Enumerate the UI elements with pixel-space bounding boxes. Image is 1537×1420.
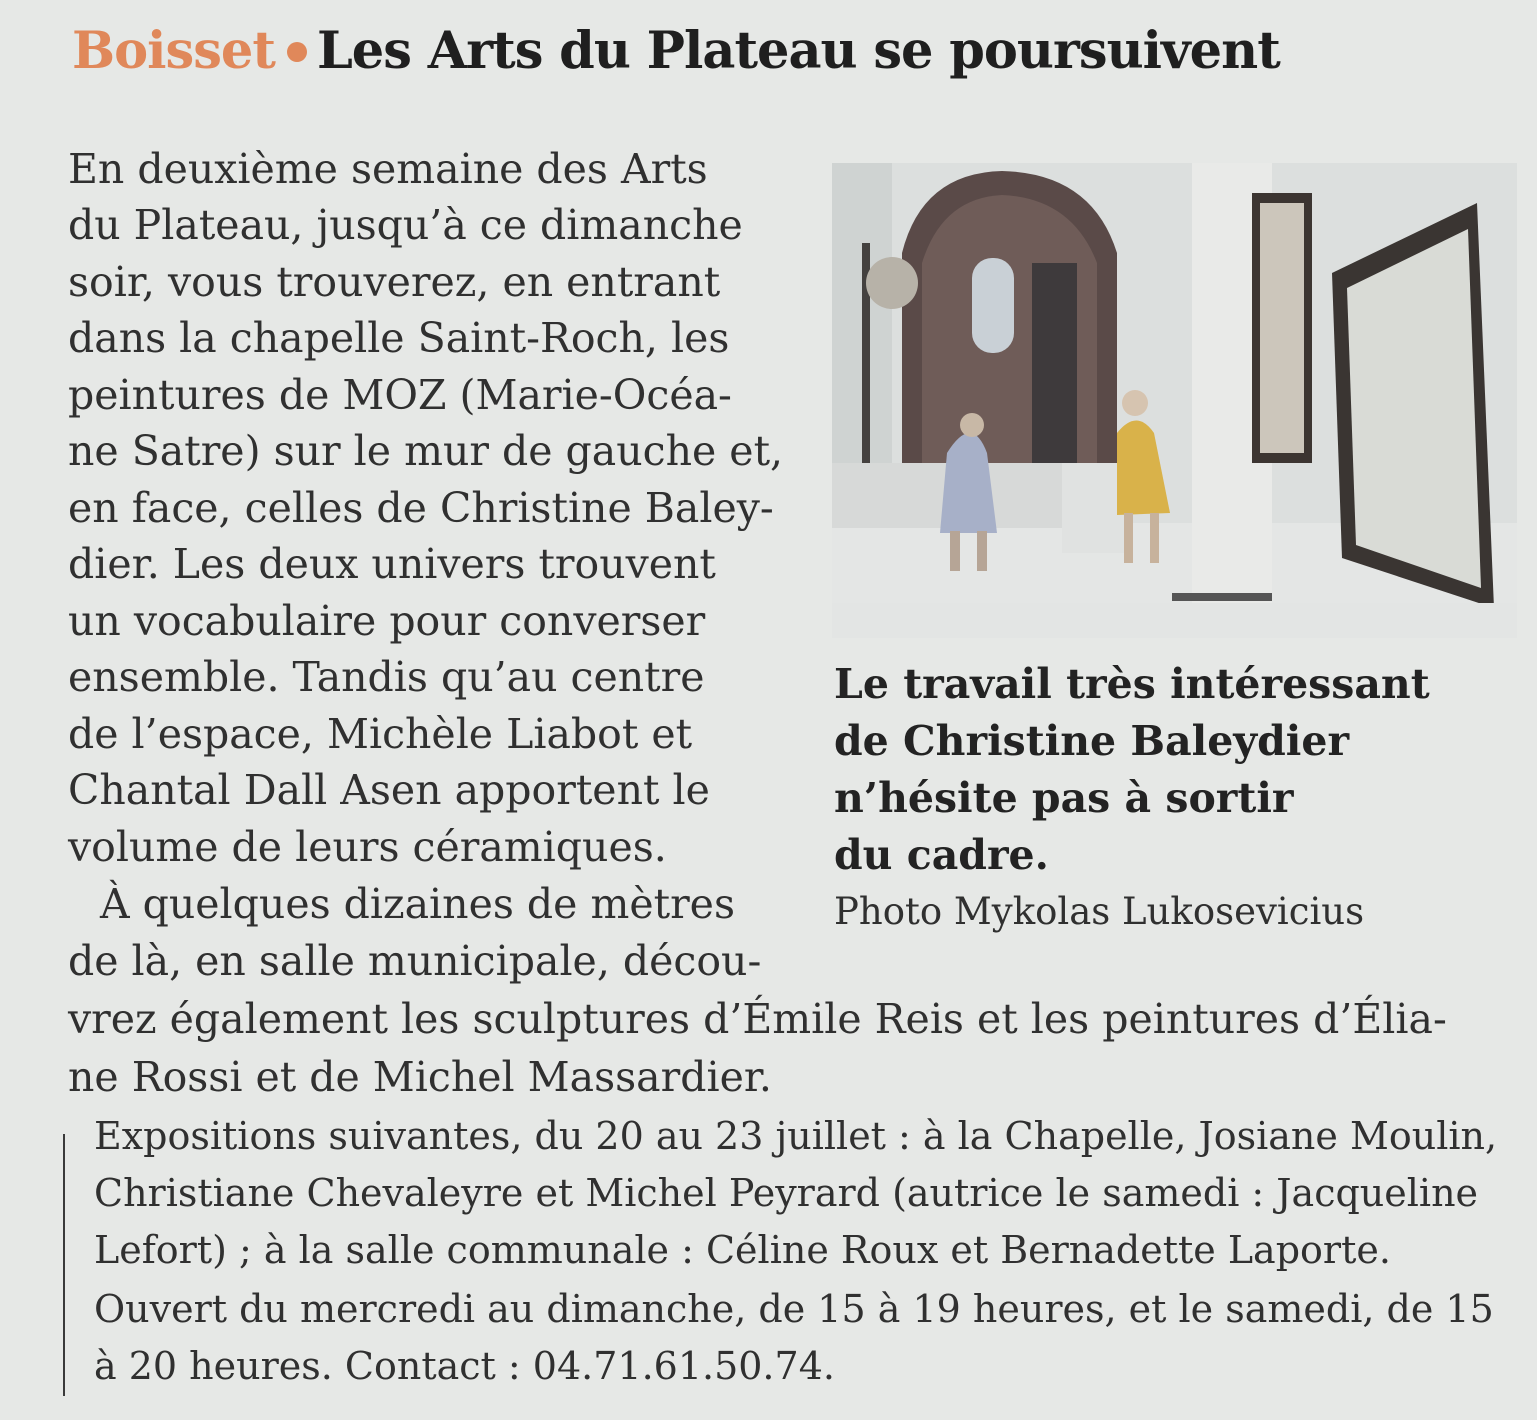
body-line: un vocabulaire pour converser <box>68 597 706 645</box>
body-line: en face, celles de Christine Baley- <box>68 484 774 532</box>
body-line: de là, en salle municipale, décou- <box>68 937 762 985</box>
body-line: Chantal Dall Asen apportent le <box>68 766 710 814</box>
photo-caption-line: du cadre. <box>834 831 1049 879</box>
body-line: dier. Les deux univers trouvent <box>68 540 716 588</box>
body-line: ensemble. Tandis qu’au centre <box>68 653 705 701</box>
photo-credit: Photo Mykolas Lukosevicius <box>834 890 1365 933</box>
article-headline <box>72 16 1512 86</box>
photo-caption-line: n’hésite pas à sortir <box>834 774 1294 822</box>
body-line: de l’espace, Michèle Liabot et <box>68 710 693 758</box>
body-line: du Plateau, jusqu’à ce dimanche <box>68 201 743 249</box>
info-line: Expositions suivantes, du 20 au 23 juillet : à la Chapelle, Josiane Moulin, <box>94 1114 1498 1158</box>
body-line: vrez également les sculptures d’Émile Reis et les peintures d’Élia- <box>68 995 1447 1043</box>
body-line: En deuxième semaine des Arts <box>68 145 708 193</box>
info-line: Christiane Chevaleyre et Michel Peyrard (autrice le samedi : Jacqueline <box>94 1171 1479 1215</box>
photo-caption-line: Le travail très intéressant <box>834 660 1430 708</box>
body-line: peintures de MOZ (Marie-Océa- <box>68 371 732 419</box>
body-line: ne Satre) sur le mur de gauche et, <box>68 427 784 475</box>
info-line: à 20 heures. Contact : 04.71.61.50.74. <box>94 1344 835 1388</box>
photo-caption-line: de Christine Baleydier <box>834 717 1350 765</box>
bullet-dot-icon <box>287 42 307 62</box>
info-line: Lefort) ; à la salle communale : Céline Roux et Bernadette Laporte. <box>94 1228 1391 1272</box>
chapel-photo <box>832 163 1517 638</box>
headline-title: Les Arts du Plateau se poursuivent <box>316 21 1280 81</box>
info-box-rule <box>63 1134 65 1396</box>
body-line: À quelques dizaines de mètres <box>100 880 735 928</box>
body-line: soir, vous trouverez, en entrant <box>68 258 721 306</box>
body-line: volume de leurs céramiques. <box>68 823 667 871</box>
info-line: Ouvert du mercredi au dimanche, de 15 à 19 heures, et le samedi, de 15 <box>94 1287 1494 1331</box>
body-line: dans la chapelle Saint-Roch, les <box>68 314 730 362</box>
headline-kicker: Boisset <box>72 21 275 81</box>
body-line: ne Rossi et de Michel Massardier. <box>68 1053 772 1101</box>
